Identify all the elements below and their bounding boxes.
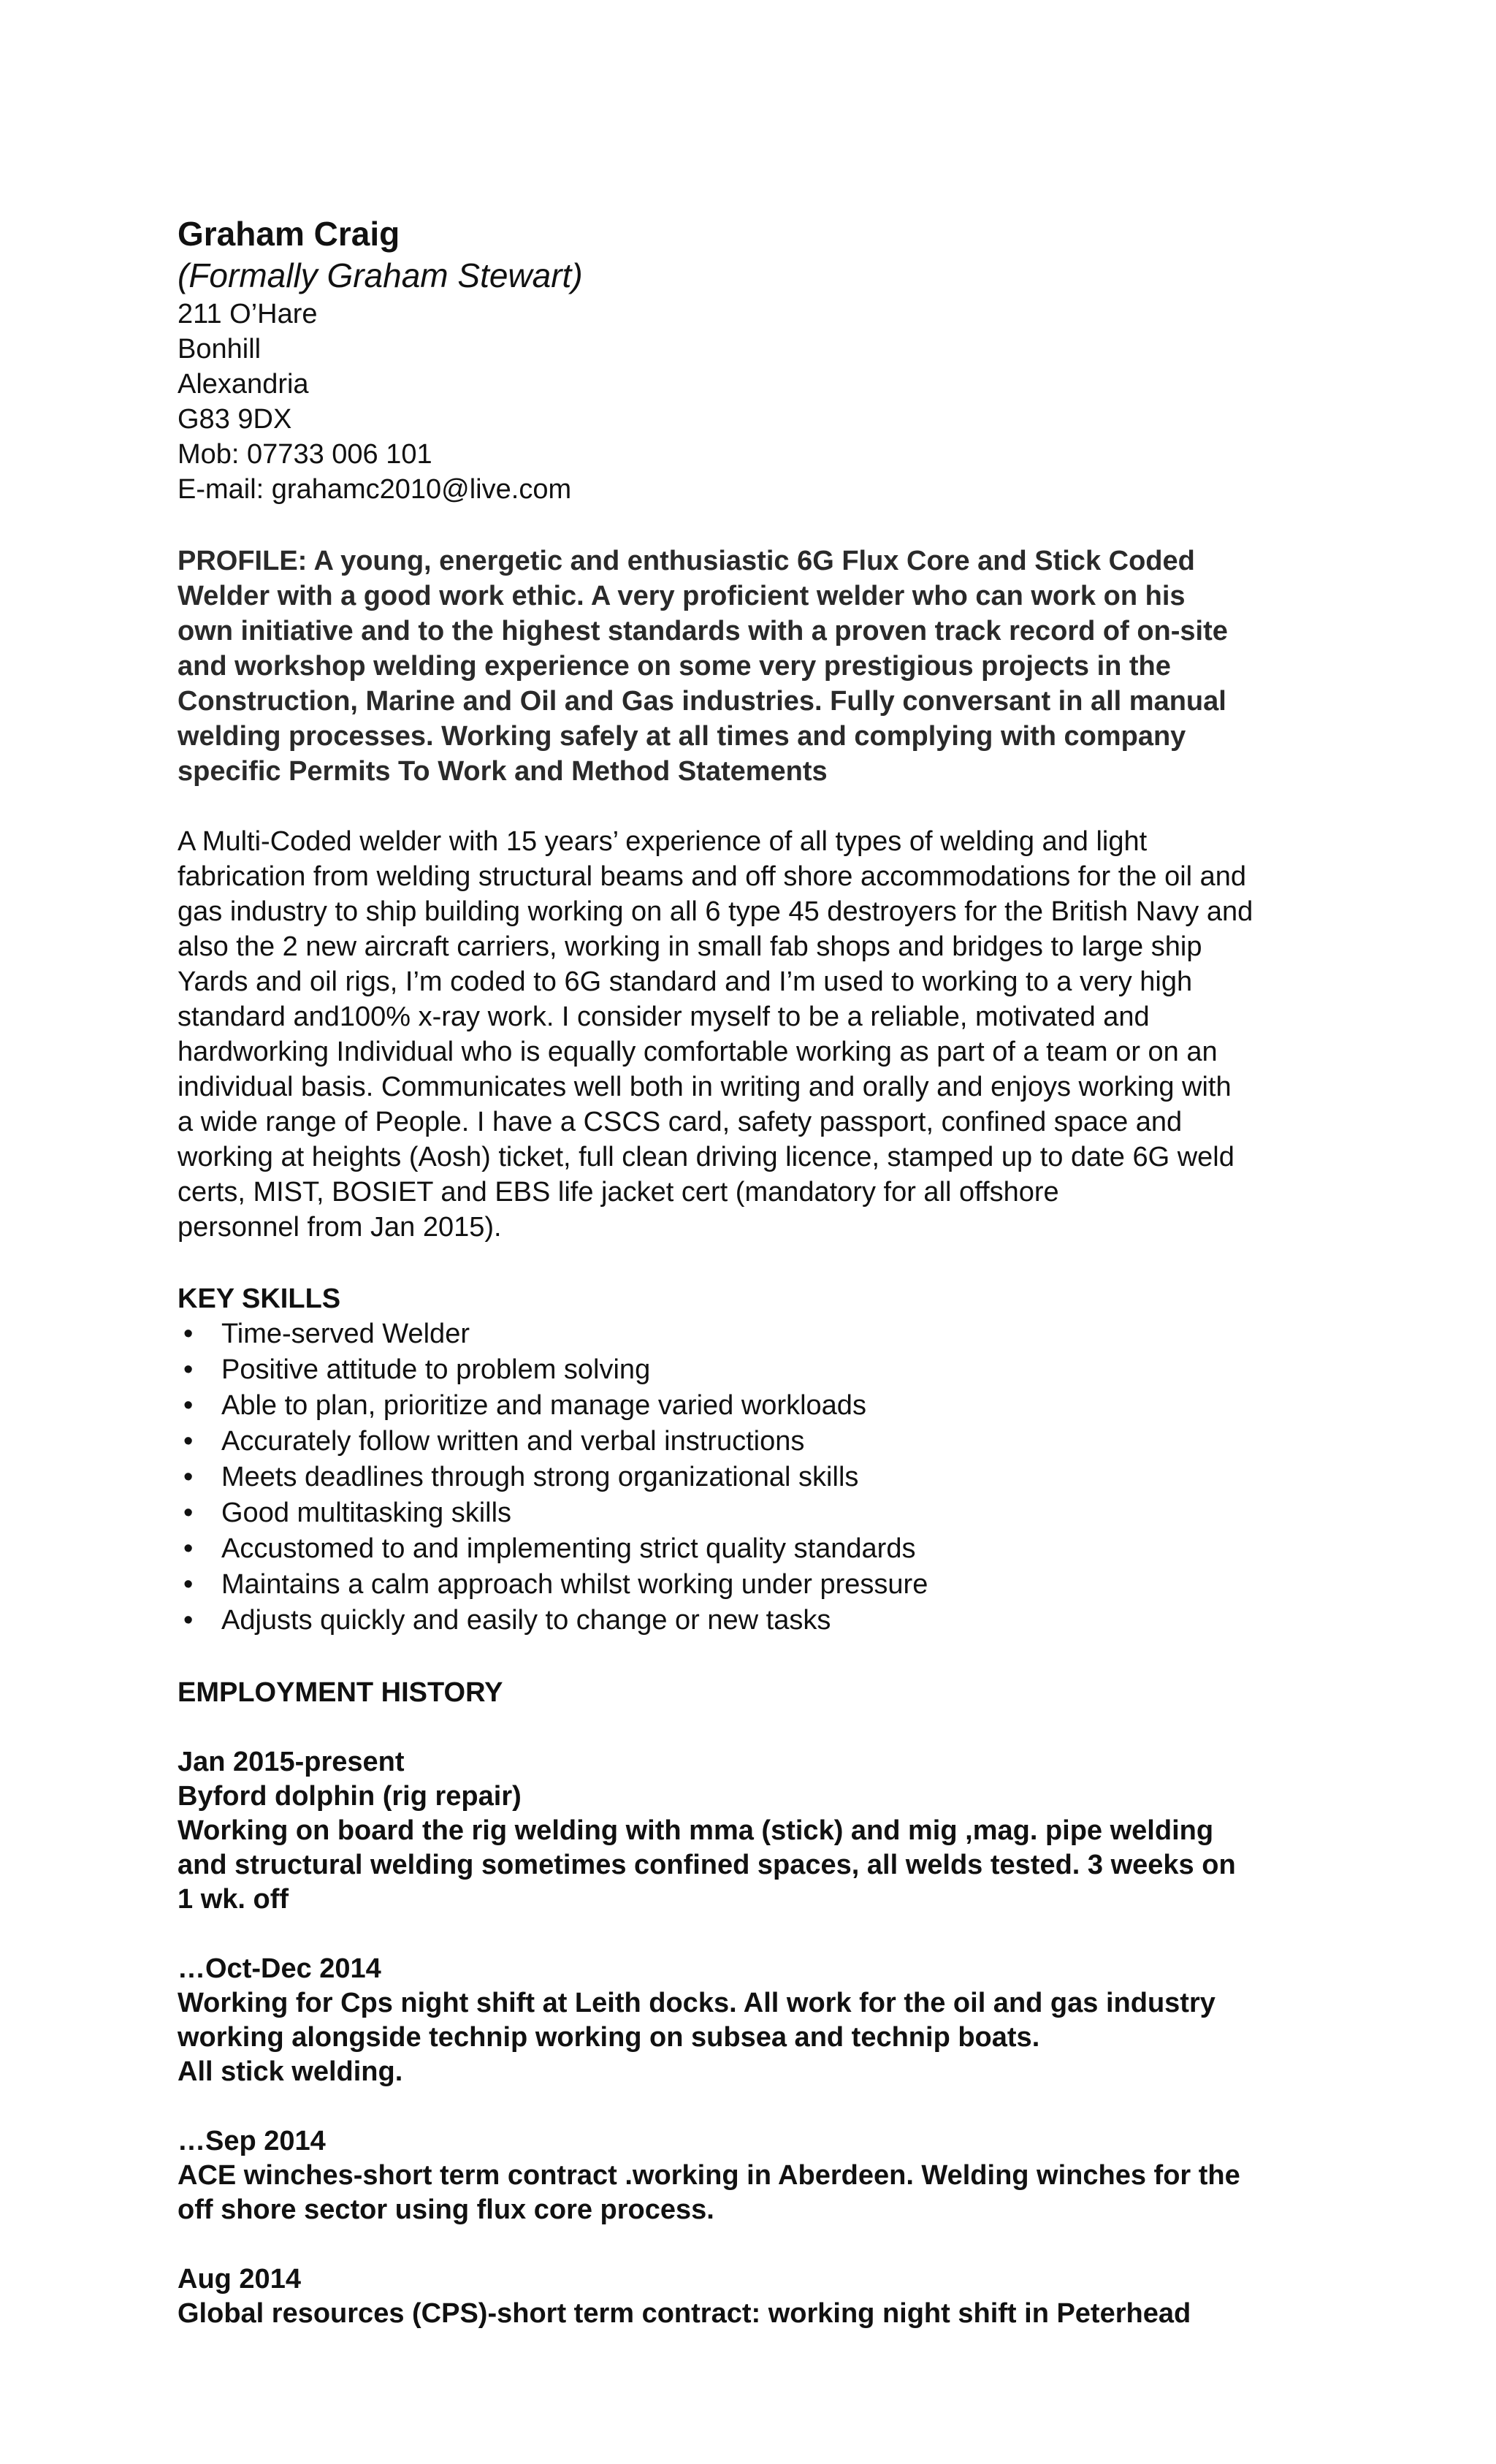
list-item <box>178 1460 1346 1495</box>
summary-line: individual basis. Communicates well both in writing and orally and enjoys working with <box>178 1072 1232 1102</box>
summary-line: also the 2 new aircraft carriers, working in small fab shops and bridges to large ship <box>178 931 1202 962</box>
profile-line: welding processes. Working safely at all times and complying with company <box>178 721 1186 752</box>
skill-text: Accustomed to and implementing strict quality standards <box>221 1533 916 1564</box>
profile-line: own initiative and to the highest standards with a proven track record of on-site <box>178 616 1228 646</box>
bullet-icon: • <box>183 1498 194 1528</box>
job-description: All stick welding. <box>178 2056 403 2087</box>
job-description: ACE winches-short term contract .working in Aberdeen. Welding winches for the <box>178 2160 1240 2191</box>
key-skills-section <box>178 1281 1346 1639</box>
job-description: Working for Cps night shift at Leith docks. All work for the oil and gas industry <box>178 1988 1216 2018</box>
skill-text: Good multitasking skills <box>221 1498 512 1528</box>
address-line: G83 9DX <box>178 404 292 435</box>
summary-line: standard and100% x-ray work. I consider myself to be a reliable, motivated and <box>178 1002 1150 1032</box>
summary-line: certs, MIST, BOSIET and EBS life jacket cert (mandatory for all offshore <box>178 1177 1059 1208</box>
mobile-number: Mob: 07733 006 101 <box>178 439 432 470</box>
profile-line: PROFILE: A young, energetic and enthusiastic 6G Flux Core and Stick Coded <box>178 546 1195 576</box>
list-item <box>178 1388 1346 1424</box>
contact-block <box>178 212 1346 507</box>
bullet-icon: • <box>183 1319 194 1349</box>
job-date: …Oct-Dec 2014 <box>178 1953 381 1984</box>
skill-text: Time-served Welder <box>221 1319 470 1349</box>
profile-section <box>178 543 1346 789</box>
bullet-icon: • <box>183 1390 194 1421</box>
job-date: Jan 2015-present <box>178 1747 405 1777</box>
summary-line: a wide range of People. I have a CSCS card, safety passport, confined space and <box>178 1107 1183 1137</box>
cv-document <box>178 212 1346 2331</box>
key-skills-heading: KEY SKILLS <box>178 1284 341 1314</box>
list-item <box>178 1531 1346 1567</box>
job-description: Global resources (CPS)-short term contract: working night shift in Peterhead <box>178 2298 1191 2329</box>
job-description: and structural welding sometimes confined spaces, all welds tested. 3 weeks on <box>178 1850 1236 1880</box>
employment-section <box>178 1675 1346 2331</box>
list-item <box>178 1352 1346 1388</box>
address-line: Alexandria <box>178 369 309 400</box>
summary-line: working at heights (Aosh) ticket, full clean driving licence, stamped up to date 6G weld <box>178 1142 1234 1172</box>
job-description: working alongside technip working on subsea and technip boats. <box>178 2022 1040 2053</box>
employment-heading: EMPLOYMENT HISTORY <box>178 1677 503 1708</box>
address-line: Bonhill <box>178 334 262 365</box>
list-item <box>178 1316 1346 1352</box>
bullet-icon: • <box>183 1354 194 1385</box>
profile-line: Welder with a good work ethic. A very proficient welder who can work on his <box>178 581 1186 611</box>
summary-line: fabrication from welding structural beams and off shore accommodations for the oil and <box>178 861 1247 892</box>
candidate-name: Graham Craig <box>178 215 400 253</box>
skill-text: Accurately follow written and verbal instructions <box>221 1426 805 1457</box>
summary-line: hardworking Individual who is equally comfortable working as part of a team or on an <box>178 1037 1218 1067</box>
profile-line: and workshop welding experience on some very prestigious projects in the <box>178 651 1171 682</box>
skill-text: Able to plan, prioritize and manage varied workloads <box>221 1390 866 1421</box>
bullet-icon: • <box>183 1462 194 1492</box>
skill-text: Maintains a calm approach whilst working under pressure <box>221 1569 928 1600</box>
job-entry <box>178 2262 1346 2331</box>
summary-line: Yards and oil rigs, I’m coded to 6G standard and I’m used to working to a very high <box>178 966 1193 997</box>
bullet-icon: • <box>183 1426 194 1457</box>
skill-text: Meets deadlines through strong organizational skills <box>221 1462 859 1492</box>
address-line: 211 O’Hare <box>178 299 318 329</box>
skill-text: Positive attitude to problem solving <box>221 1354 651 1385</box>
bullet-icon: • <box>183 1533 194 1564</box>
job-description: Working on board the rig welding with mma (stick) and mig ,mag. pipe welding <box>178 1815 1214 1846</box>
bullet-icon: • <box>183 1605 194 1636</box>
job-description: off shore sector using flux core process. <box>178 2194 714 2225</box>
email-address: E-mail: grahamc2010@live.com <box>178 474 572 505</box>
summary-line: A Multi-Coded welder with 15 years’ experience of all types of welding and light <box>178 826 1148 857</box>
list-item <box>178 1567 1346 1603</box>
job-date: …Sep 2014 <box>178 2126 326 2156</box>
job-date: Aug 2014 <box>178 2264 301 2295</box>
job-employer: Byford dolphin (rig repair) <box>178 1781 522 1812</box>
job-description: 1 wk. off <box>178 1884 289 1915</box>
list-item <box>178 1495 1346 1531</box>
summary-line: personnel from Jan 2015). <box>178 1212 502 1243</box>
job-entry <box>178 2124 1346 2227</box>
list-item <box>178 1603 1346 1639</box>
key-skills-list <box>178 1316 1346 1639</box>
former-name: (Formally Graham Stewart) <box>178 256 583 294</box>
skill-text: Adjusts quickly and easily to change or new tasks <box>221 1605 831 1636</box>
job-entry <box>178 1745 1346 1917</box>
list-item <box>178 1424 1346 1460</box>
job-entry <box>178 1952 1346 2089</box>
bullet-icon: • <box>183 1569 194 1600</box>
summary-section <box>178 824 1346 1245</box>
profile-line: Construction, Marine and Oil and Gas industries. Fully conversant in all manual <box>178 686 1226 717</box>
profile-line: specific Permits To Work and Method Statements <box>178 756 828 787</box>
summary-line: gas industry to ship building working on all 6 type 45 destroyers for the British Navy and <box>178 896 1253 927</box>
